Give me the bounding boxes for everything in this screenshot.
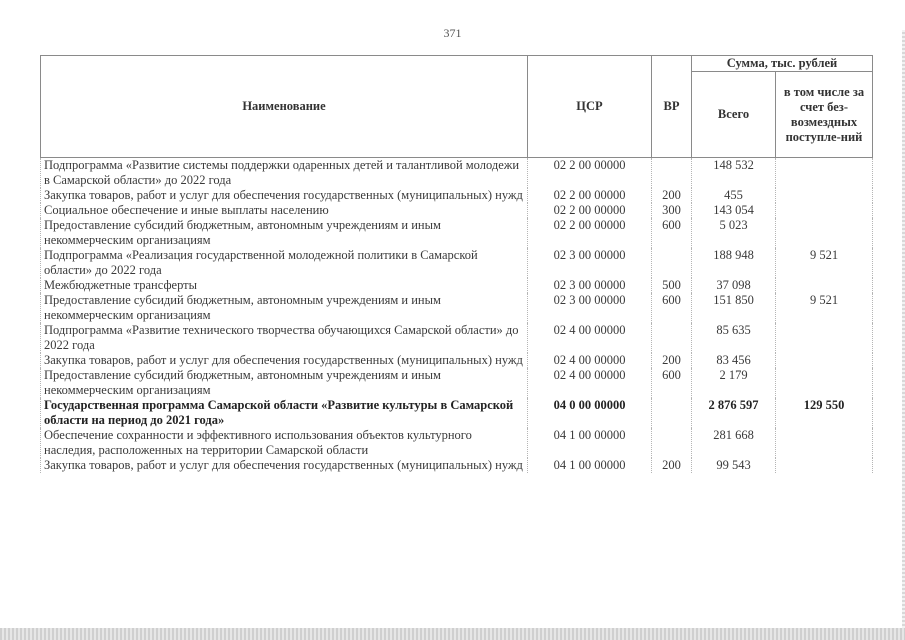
row-free (776, 278, 873, 293)
header-vr: ВР (652, 56, 692, 158)
row-vr: 300 (652, 203, 692, 218)
row-total: 143 054 (692, 203, 776, 218)
row-total: 281 668 (692, 428, 776, 458)
row-csr: 04 0 00 00000 (528, 398, 652, 428)
row-vr: 200 (652, 353, 692, 368)
header-sum: Сумма, тыс. рублей (692, 56, 873, 72)
row-free (776, 218, 873, 248)
table-row (41, 458, 873, 473)
row-name: Подпрограмма «Реализация государственной молодежной политики в Самарской области» до 2022 года (41, 248, 528, 278)
row-total: 85 635 (692, 323, 776, 353)
row-name: Подпрограмма «Развитие системы поддержки одаренных детей и талантливой молодежи в Самарской области» до 2022 года (41, 158, 528, 189)
row-name: Предоставление субсидий бюджетным, автономным учреждениям и иным некоммерческим организациям (41, 218, 528, 248)
row-name: Обеспечение сохранности и эффективного использования объектов культурного наследия, расположенных на территории Самарской области (41, 428, 528, 458)
row-total: 83 456 (692, 353, 776, 368)
row-free (776, 158, 873, 189)
table-row (41, 368, 873, 398)
row-csr: 02 4 00 00000 (528, 368, 652, 398)
row-vr (652, 158, 692, 189)
row-name: Предоставление субсидий бюджетным, автономным учреждениям и иным некоммерческим организациям (41, 368, 528, 398)
row-total: 188 948 (692, 248, 776, 278)
row-free (776, 428, 873, 458)
table-row (41, 188, 873, 203)
table-row (41, 398, 873, 428)
table-row (41, 353, 873, 368)
row-vr: 600 (652, 293, 692, 323)
scan-footer (0, 628, 905, 640)
header-free: в том числе за счет без-возмездных поступле-ний (776, 72, 873, 158)
table-row (41, 203, 873, 218)
header-csr: ЦСР (528, 56, 652, 158)
row-total: 37 098 (692, 278, 776, 293)
row-csr: 02 2 00 00000 (528, 218, 652, 248)
table-row (41, 293, 873, 323)
row-csr: 02 3 00 00000 (528, 248, 652, 278)
row-vr (652, 248, 692, 278)
row-vr: 500 (652, 278, 692, 293)
table-header (41, 56, 873, 158)
table-row (41, 278, 873, 293)
row-csr: 02 4 00 00000 (528, 353, 652, 368)
row-csr: 02 3 00 00000 (528, 293, 652, 323)
row-free: 9 521 (776, 248, 873, 278)
row-csr: 02 4 00 00000 (528, 323, 652, 353)
row-free: 9 521 (776, 293, 873, 323)
row-vr: 600 (652, 368, 692, 398)
header-total: Всего (692, 72, 776, 158)
row-name: Предоставление субсидий бюджетным, автономным учреждениям и иным некоммерческим организациям (41, 293, 528, 323)
table-row (41, 218, 873, 248)
row-vr (652, 323, 692, 353)
row-name: Подпрограмма «Развитие технического творчества обучающихся Самарской области» до 2022 года (41, 323, 528, 353)
table-body (41, 158, 873, 474)
row-total: 148 532 (692, 158, 776, 189)
row-total: 99 543 (692, 458, 776, 473)
row-total: 151 850 (692, 293, 776, 323)
row-name: Закупка товаров, работ и услуг для обеспечения государственных (муниципальных) нужд (41, 188, 528, 203)
row-total: 2 876 597 (692, 398, 776, 428)
table-row (41, 248, 873, 278)
row-free: 129 550 (776, 398, 873, 428)
row-free (776, 203, 873, 218)
row-csr: 04 1 00 00000 (528, 458, 652, 473)
row-name: Закупка товаров, работ и услуг для обеспечения государственных (муниципальных) нужд (41, 353, 528, 368)
page-number: 371 (443, 26, 462, 40)
row-free (776, 353, 873, 368)
row-free (776, 188, 873, 203)
row-csr: 02 2 00 00000 (528, 188, 652, 203)
row-vr: 200 (652, 188, 692, 203)
row-total: 2 179 (692, 368, 776, 398)
header-name: Наименование (41, 56, 528, 158)
row-total: 5 023 (692, 218, 776, 248)
row-free (776, 458, 873, 473)
row-csr: 04 1 00 00000 (528, 428, 652, 458)
budget-table (40, 55, 873, 473)
row-free (776, 368, 873, 398)
table-row (41, 428, 873, 458)
row-name: Государственная программа Самарской области «Развитие культуры в Самарской области на период до 2021 года» (41, 398, 528, 428)
row-free (776, 323, 873, 353)
row-csr: 02 3 00 00000 (528, 278, 652, 293)
table-row (41, 323, 873, 353)
row-name: Межбюджетные трансферты (41, 278, 528, 293)
row-vr: 200 (652, 458, 692, 473)
row-vr: 600 (652, 218, 692, 248)
row-csr: 02 2 00 00000 (528, 203, 652, 218)
row-vr (652, 428, 692, 458)
row-csr: 02 2 00 00000 (528, 158, 652, 189)
row-vr (652, 398, 692, 428)
row-total: 455 (692, 188, 776, 203)
row-name: Закупка товаров, работ и услуг для обеспечения государственных (муниципальных) нужд (41, 458, 528, 473)
table-row (41, 158, 873, 189)
row-name: Социальное обеспечение и иные выплаты населению (41, 203, 528, 218)
